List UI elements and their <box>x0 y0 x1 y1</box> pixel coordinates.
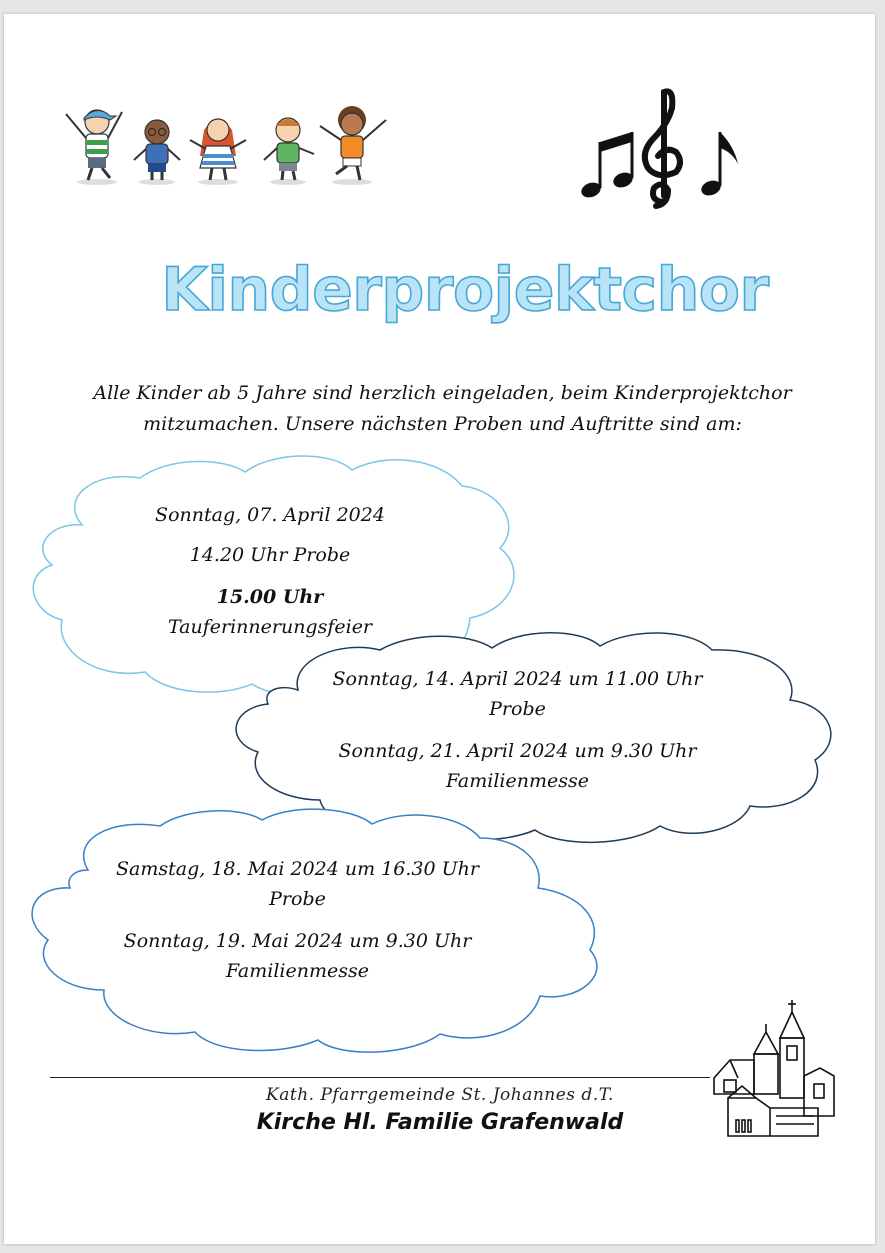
cloud-1-text <box>120 500 420 642</box>
cloud-3-line-1: Samstag, 18. Mai 2024 um 16.30 Uhr <box>116 858 479 880</box>
cloud-3-text <box>100 854 495 986</box>
cloud-2-line-2: Probe <box>489 698 546 720</box>
cloud-1-date: Sonntag, 07. April 2024 <box>155 504 385 526</box>
cloud-2-line-1: Sonntag, 14. April 2024 um 11.00 Uhr <box>332 668 703 690</box>
cloud-1-event: Tauferinnerungsfeier <box>167 616 373 638</box>
church-name: Kirche Hl. Familie Grafenwald <box>256 1110 624 1135</box>
cloud-1-rehearsal: 14.20 Uhr Probe <box>189 544 351 566</box>
footer-divider <box>50 1077 710 1078</box>
cloud-3-line-2: Probe <box>269 888 326 910</box>
cloud-2-line-3: Sonntag, 21. April 2024 um 9.30 Uhr <box>338 740 697 762</box>
cloud-1-time: 15.00 Uhr <box>216 586 324 608</box>
cloud-3-line-3: Sonntag, 19. Mai 2024 um 9.30 Uhr <box>123 930 472 952</box>
cloud-3-line-4: Familienmesse <box>226 960 369 982</box>
cloud-2-text <box>315 664 720 796</box>
intro-line-2: mitzumachen. Unsere nächsten Proben und Auftritte sind am: <box>143 413 742 435</box>
parish-name: Kath. Pfarrgemeinde St. Johannes d.T. <box>266 1085 614 1105</box>
cloud-2-line-4: Familienmesse <box>446 770 589 792</box>
page-title: Kinderprojektchor <box>161 255 769 325</box>
intro-line-1: Alle Kinder ab 5 Jahre sind herzlich eingeladen, beim Kinderprojektchor <box>93 382 792 404</box>
